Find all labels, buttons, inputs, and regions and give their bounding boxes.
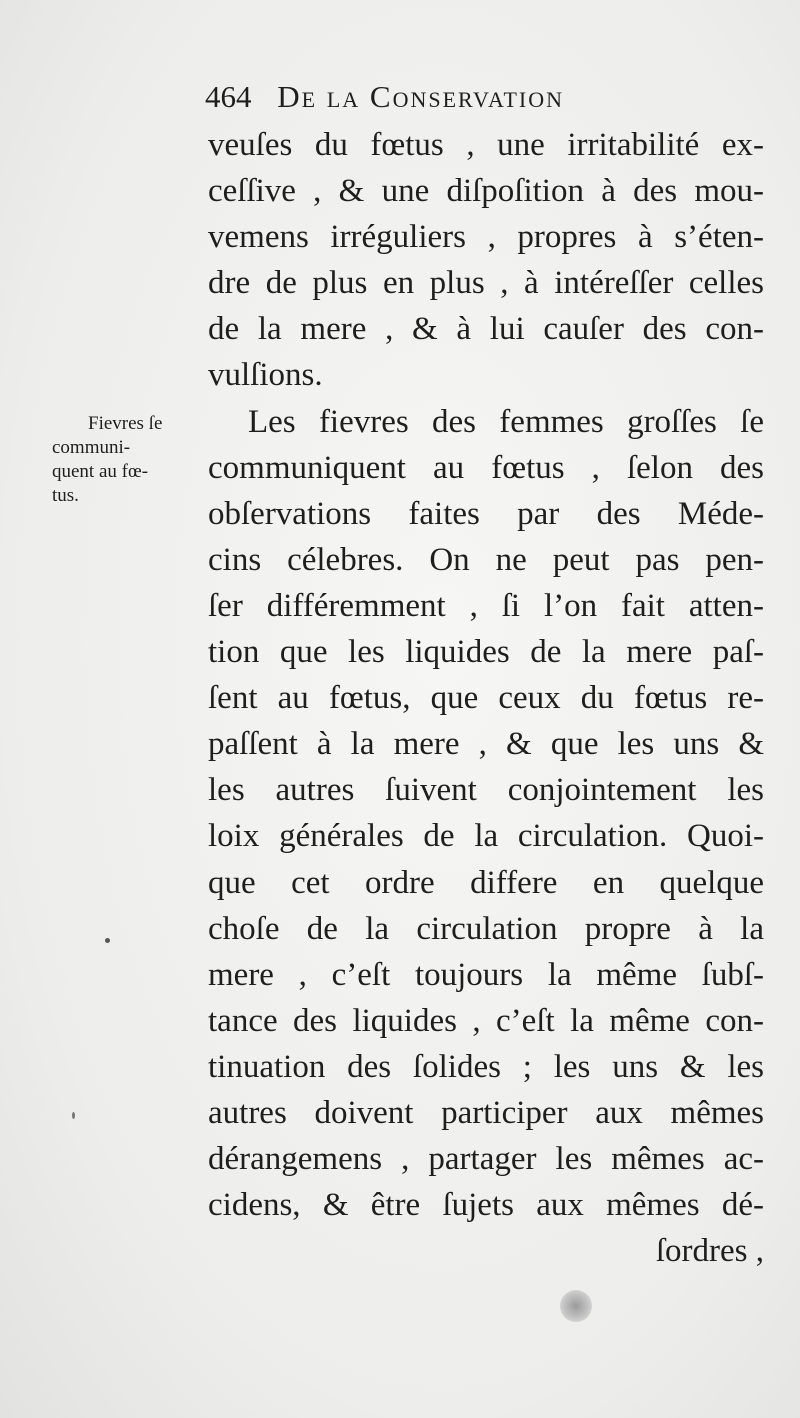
ink-blot bbox=[560, 1290, 592, 1322]
running-title: De la Conservation bbox=[277, 79, 564, 114]
text-line: paſſent à la mere , & que les uns & bbox=[208, 726, 764, 763]
marginal-note-line: Fievres ſe bbox=[88, 413, 163, 434]
text-line: tance des liquides , c’eſt la même con- bbox=[208, 1002, 764, 1039]
text-line: tion que les liquides de la mere paſ- bbox=[208, 634, 764, 671]
paragraph-first-line: Les fievres des femmes groſſes ſe bbox=[248, 403, 764, 440]
text-line: veuſes du fœtus , une irritabilité ex- bbox=[208, 127, 764, 163]
main-text-block bbox=[208, 122, 764, 1274]
text-line: loix générales de la circulation. Quoi- bbox=[208, 818, 764, 855]
text-line: tinuation des ſolides ; les uns & les bbox=[208, 1048, 764, 1085]
text-line: les autres ſuivent conjointement les bbox=[208, 772, 764, 809]
text-line: obſervations faites par des Méde- bbox=[208, 495, 764, 532]
text-line: vulſions. bbox=[208, 357, 323, 394]
text-line: communiquent au fœtus , ſelon des bbox=[208, 449, 764, 486]
text-line: vemens irréguliers , propres à s’éten- bbox=[208, 219, 764, 256]
text-line: cins célebres. On ne peut pas pen- bbox=[208, 541, 764, 578]
text-line: que cet ordre differe en quelque bbox=[208, 864, 764, 901]
text-line: mere , c’eſt toujours la même ſubſ- bbox=[208, 956, 764, 993]
text-line: dre de plus en plus , à intéreſſer celles bbox=[208, 265, 764, 302]
text-line: ceſſive , & une diſpoſition à des mou- bbox=[208, 173, 764, 210]
catchword: ſordres , bbox=[655, 1233, 764, 1270]
text-line: ſent au fœtus, que ceux du fœtus re- bbox=[208, 680, 764, 717]
marginal-note-line: communi- bbox=[52, 437, 131, 458]
text-line: ſer différemment , ſi l’on fait atten- bbox=[208, 587, 764, 624]
page-number: 464 bbox=[205, 79, 252, 114]
text-line: cidens, & être ſujets aux mêmes dé- bbox=[208, 1187, 764, 1224]
marginal-note-line: tus. bbox=[52, 485, 79, 506]
paper-speck bbox=[105, 938, 110, 943]
page-header bbox=[205, 72, 765, 122]
text-line: dérangemens , partager les mêmes ac- bbox=[208, 1141, 764, 1178]
text-line: de la mere , & à lui cauſer des con- bbox=[208, 311, 764, 348]
text-line: choſe de la circulation propre à la bbox=[208, 910, 764, 947]
marginal-note-line: quent au fœ- bbox=[52, 461, 149, 482]
text-line: autres doivent participer aux mêmes bbox=[208, 1094, 764, 1131]
marginal-note bbox=[52, 412, 197, 508]
paper-speck bbox=[72, 1112, 75, 1119]
